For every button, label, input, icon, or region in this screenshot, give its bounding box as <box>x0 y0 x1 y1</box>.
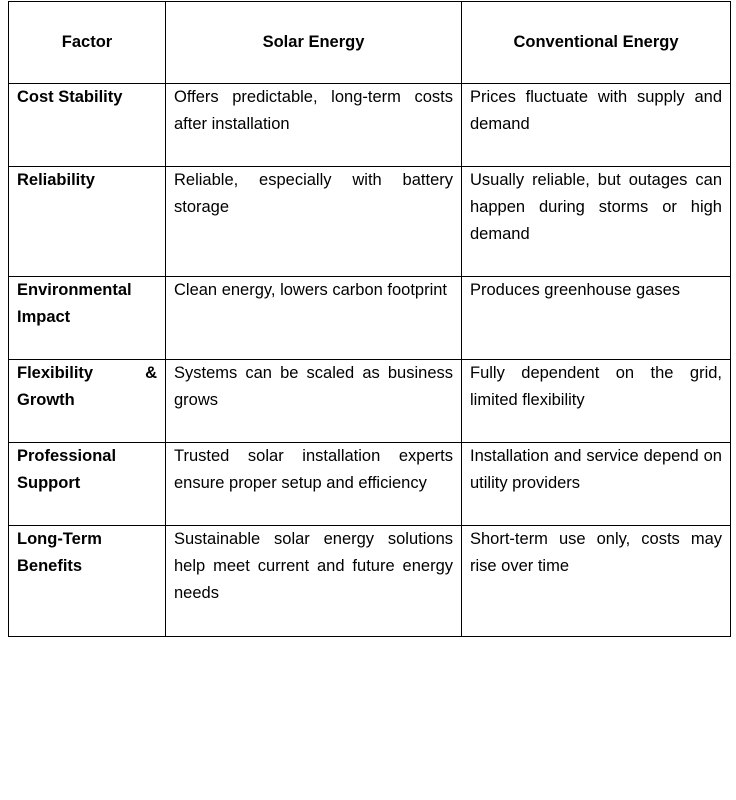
factor-cell: Cost Stability <box>9 84 166 167</box>
solar-cell: Trusted solar installation experts ensure proper setup and efficiency <box>166 443 462 526</box>
conventional-cell: Short-term use only, costs may rise over time <box>462 526 731 637</box>
factor-cell: Reliability <box>9 167 166 277</box>
factor-cell: Environmental Impact <box>9 277 166 360</box>
solar-cell: Reliable, especially with battery storage <box>166 167 462 277</box>
header-conventional-energy: Conventional Energy <box>462 2 731 84</box>
header-factor: Factor <box>9 2 166 84</box>
conventional-cell: Usually reliable, but outages can happen during storms or high demand <box>462 167 731 277</box>
table-row <box>9 360 731 443</box>
factor-cell: Flexibility & Growth <box>9 360 166 443</box>
conventional-cell: Installation and service depend on utility providers <box>462 443 731 526</box>
solar-cell: Sustainable solar energy solutions help meet current and future energy needs <box>166 526 462 637</box>
table-row <box>9 277 731 360</box>
table-row <box>9 443 731 526</box>
conventional-cell: Produces greenhouse gases <box>462 277 731 360</box>
table-row <box>9 526 731 637</box>
conventional-cell: Fully dependent on the grid, limited flexibility <box>462 360 731 443</box>
header-solar-energy: Solar Energy <box>166 2 462 84</box>
comparison-table <box>8 1 731 637</box>
solar-cell: Systems can be scaled as business grows <box>166 360 462 443</box>
table-row <box>9 84 731 167</box>
factor-cell: Professional Support <box>9 443 166 526</box>
table-row <box>9 167 731 277</box>
solar-cell: Clean energy, lowers carbon footprint <box>166 277 462 360</box>
solar-cell: Offers predictable, long-term costs after installation <box>166 84 462 167</box>
factor-cell: Long-Term Benefits <box>9 526 166 637</box>
table-header-row <box>9 2 731 84</box>
conventional-cell: Prices fluctuate with supply and demand <box>462 84 731 167</box>
